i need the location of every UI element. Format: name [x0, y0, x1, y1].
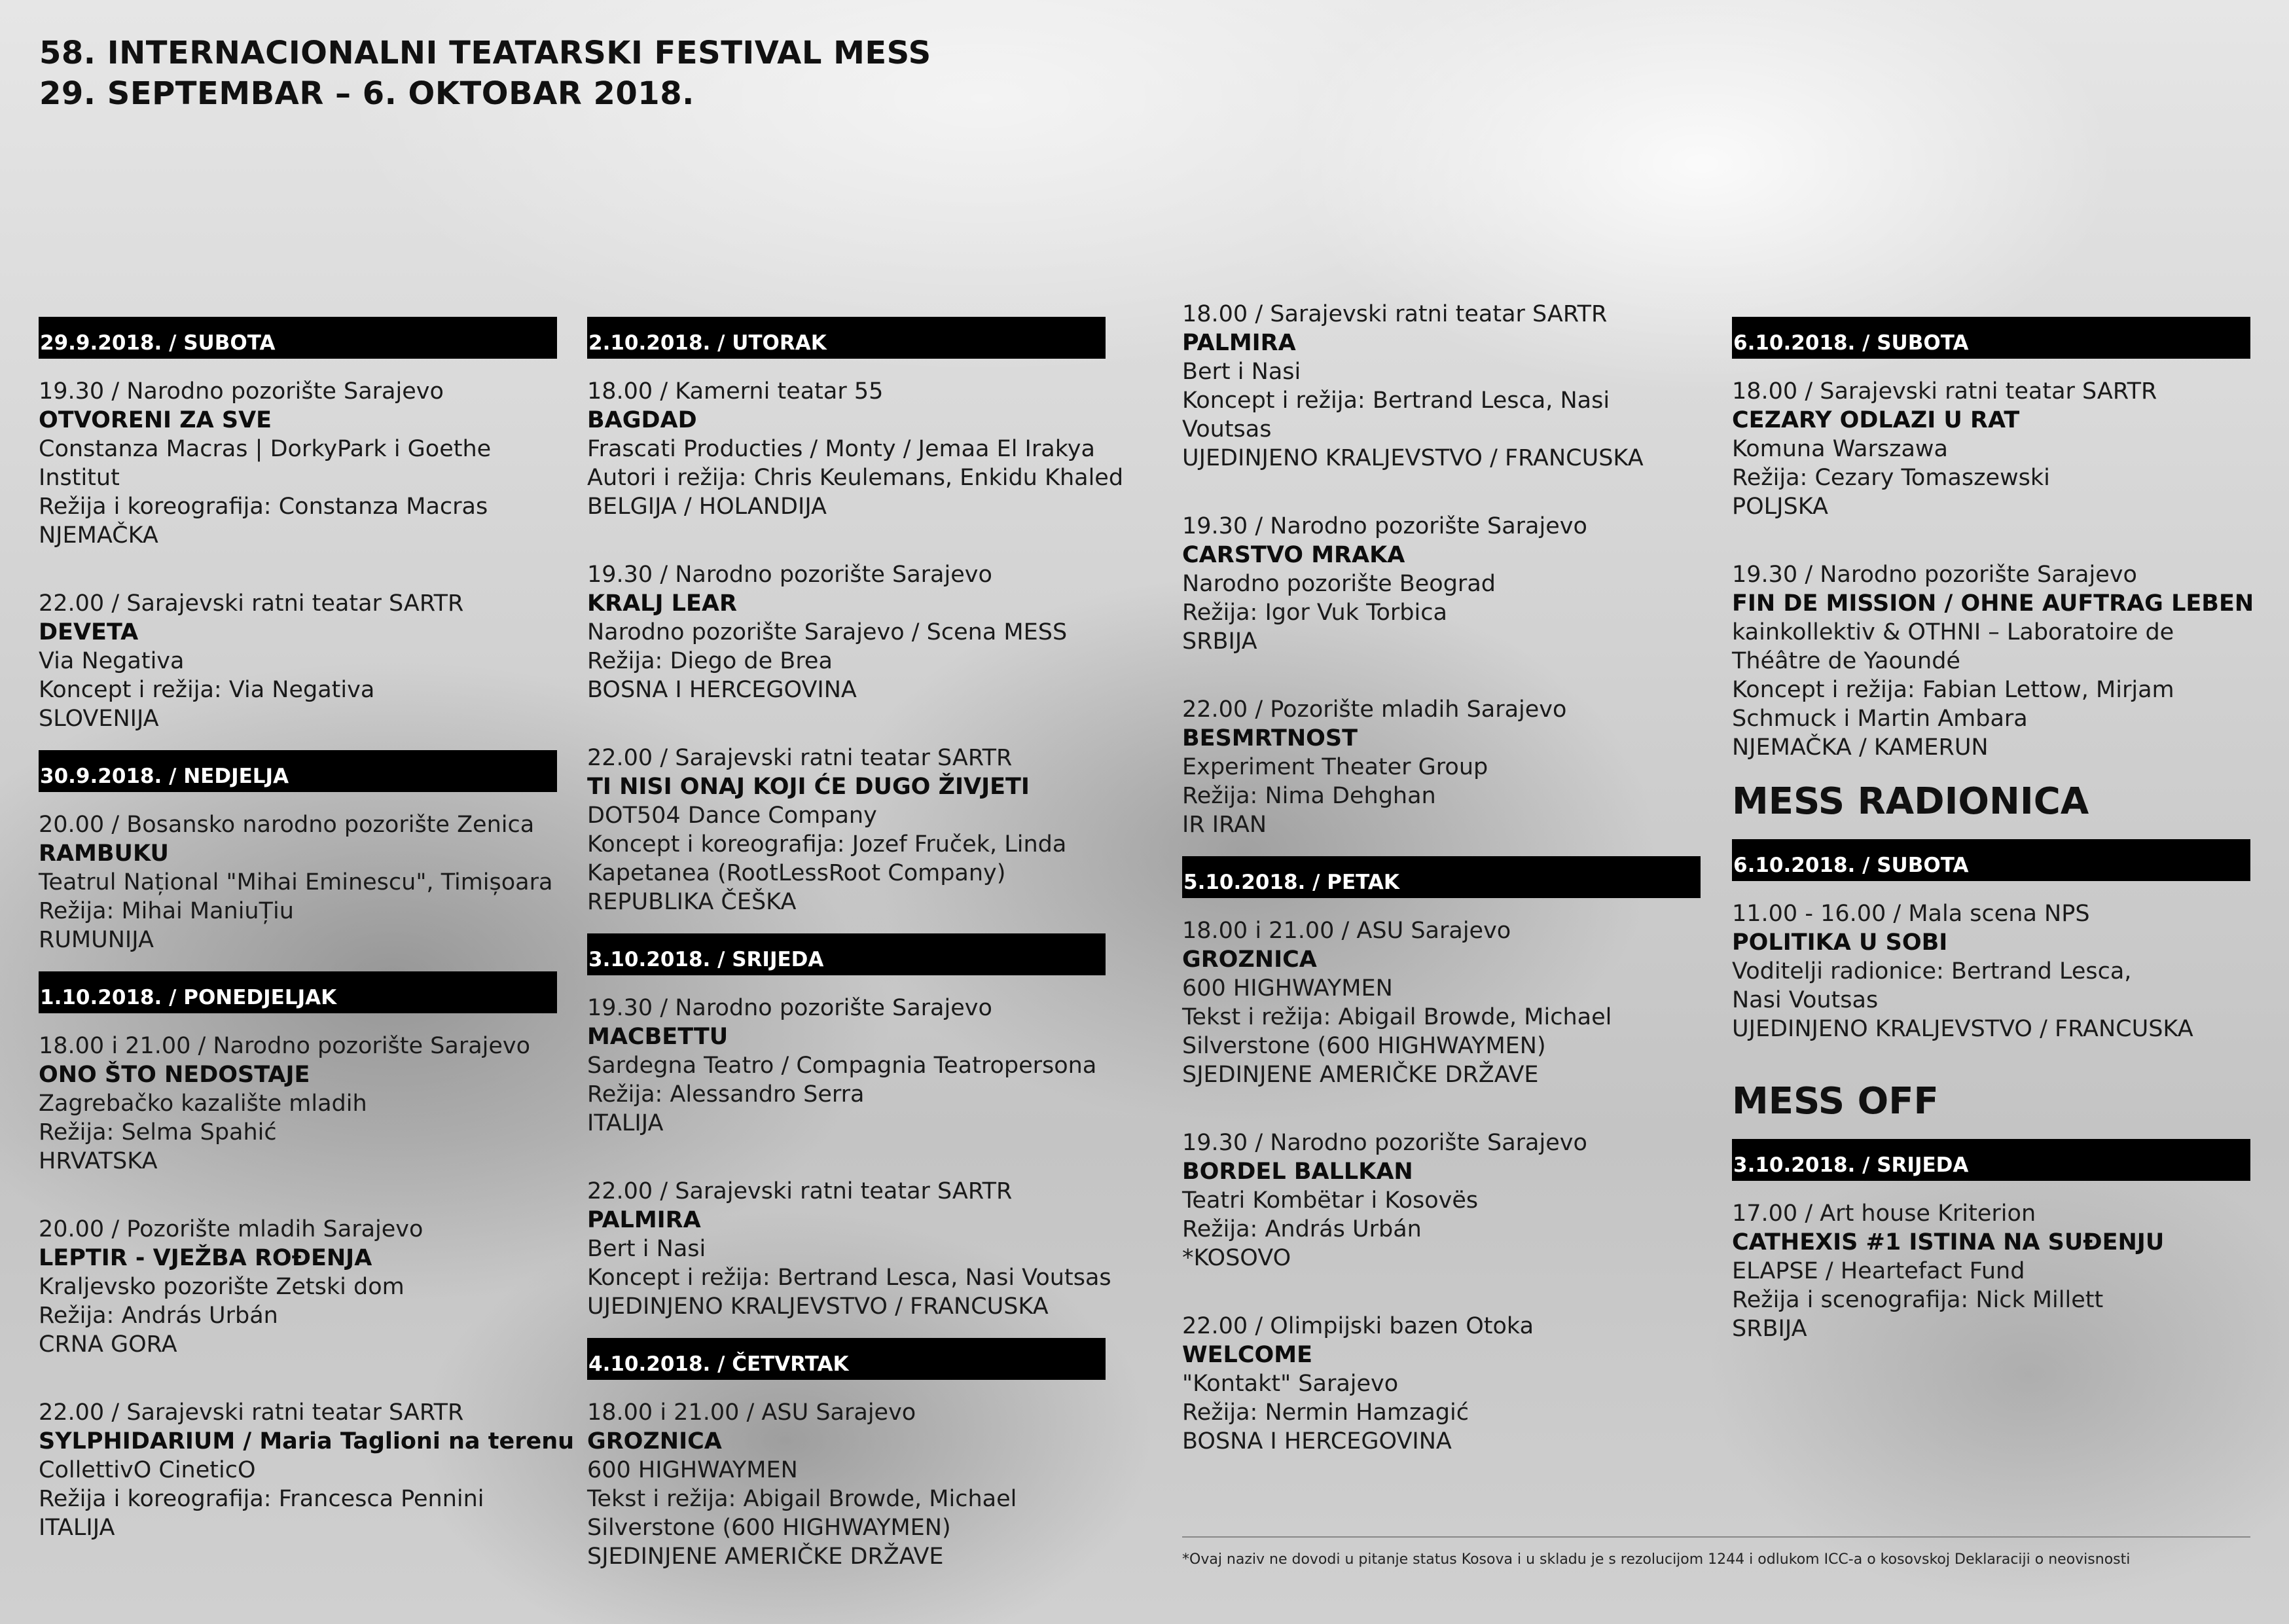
event-time-venue: 22.00 / Sarajevski ratni teatar SARTR	[587, 745, 1013, 771]
festival-header	[39, 33, 931, 114]
event-detail: Bert i Nasi	[587, 1236, 706, 1262]
event-time-venue: 19.30 / Narodno pozorište Sarajevo	[1182, 1130, 1587, 1156]
event-detail: Autori i režija: Chris Keulemans, Enkidu Khaled	[587, 465, 1124, 491]
festival-dates: 29. SEPTEMBAR – 6. OKTOBAR 2018.	[39, 75, 694, 112]
event-detail: RUMUNIJA	[39, 927, 154, 953]
program-event	[587, 744, 1106, 916]
event-detail: CollettivO CineticO	[39, 1457, 256, 1483]
event-detail: kainkollektiv & OTHNI – Laboratoire de	[1732, 619, 2174, 645]
event-detail: SRBIJA	[1182, 628, 1257, 655]
event-time-venue: 19.30 / Narodno pozorište Sarajevo	[1182, 513, 1587, 539]
event-detail: POLJSKA	[1732, 494, 1828, 520]
event-detail: UJEDINJENO KRALJEVSTVO / FRANCUSKA	[1732, 1016, 2193, 1042]
event-detail: BOSNA I HERCEGOVINA	[587, 677, 857, 703]
program-column-1	[39, 317, 575, 1559]
event-title: MACBETTU	[587, 1024, 729, 1050]
event-time-venue: 18.00 i 21.00 / ASU Sarajevo	[587, 1399, 916, 1426]
off-day-bar: 3.10.2018. / SRIJEDA	[1732, 1139, 2250, 1181]
event-detail: Frascati Producties / Monty / Jemaa El Irakya	[587, 436, 1095, 462]
column-4-days	[1732, 317, 2254, 762]
event-detail: Narodno pozorište Sarajevo / Scena MESS	[587, 619, 1068, 645]
event-detail: Experiment Theater Group	[1182, 754, 1488, 780]
event-detail: Koncept i režija: Bertrand Lesca, Nasi Voutsas	[587, 1265, 1111, 1291]
event-title: PALMIRA	[1182, 330, 1296, 356]
program-event	[587, 377, 1124, 521]
mess-off-title: MESS OFF	[1732, 1080, 1939, 1123]
day-header-bar: 5.10.2018. / PETAK	[1182, 856, 1701, 898]
program-event	[1182, 1128, 1701, 1272]
event-detail: Režija: András Urbán	[39, 1303, 278, 1329]
event-detail: Zagrebačko kazalište mladih	[39, 1091, 367, 1117]
program-event	[39, 810, 557, 954]
event-detail: Režija: András Urbán	[1182, 1216, 1422, 1242]
program-event	[587, 994, 1106, 1138]
event-time-venue: 22.00 / Sarajevski ratni teatar SARTR	[39, 1399, 464, 1426]
event-detail: Koncept i koreografija: Jozef Fruček, Linda	[587, 831, 1067, 857]
program-event	[587, 1398, 1106, 1571]
off-event	[1732, 1199, 2250, 1343]
event-title: FIN DE MISSION / OHNE AUFTRAG LEBEN	[1732, 590, 2254, 617]
event-detail: Nasi Voutsas	[1732, 987, 1879, 1013]
event-detail: Tekst i režija: Abigail Browde, Michael	[1182, 1004, 1612, 1030]
event-detail: 600 HIGHWAYMEN	[1182, 975, 1393, 1001]
event-time-venue: 20.00 / Pozorište mladih Sarajevo	[39, 1216, 424, 1242]
event-detail: Bert i Nasi	[1182, 359, 1301, 385]
event-title: CATHEXIS #1 ISTINA NA SUĐENJU	[1732, 1229, 2165, 1255]
program-event	[1182, 916, 1701, 1089]
event-title: SYLPHIDARIUM / Maria Taglioni na terenu	[39, 1428, 575, 1454]
event-detail: Kraljevsko pozorište Zetski dom	[39, 1274, 405, 1300]
festival-title: 58. INTERNACIONALNI TEATARSKI FESTIVAL MESS	[39, 35, 931, 71]
event-detail: UJEDINJENO KRALJEVSTVO / FRANCUSKA	[587, 1293, 1049, 1320]
event-time-venue: 22.00 / Pozorište mladih Sarajevo	[1182, 696, 1567, 723]
event-detail: Koncept i režija: Fabian Lettow, Mirjam	[1732, 677, 2174, 703]
program-event	[1732, 377, 2250, 521]
event-title: PALMIRA	[587, 1207, 701, 1233]
program-event	[1182, 300, 1701, 473]
event-title: ONO ŠTO NEDOSTAJE	[39, 1062, 310, 1088]
event-title: BAGDAD	[587, 407, 697, 433]
event-title: CEZARY ODLAZI U RAT	[1732, 407, 2020, 433]
event-detail: Koncept i režija: Via Negativa	[39, 677, 375, 703]
event-detail: Režija i koreografija: Constanza Macras	[39, 494, 488, 520]
event-title: WELCOME	[1182, 1342, 1312, 1368]
event-time-venue: 20.00 / Bosansko narodno pozorište Zenica	[39, 812, 535, 838]
event-time-venue: 19.30 / Narodno pozorište Sarajevo	[587, 562, 992, 588]
radionica-day-bar: 6.10.2018. / SUBOTA	[1732, 839, 2250, 881]
event-detail: Constanza Macras | DorkyPark i Goethe	[39, 436, 492, 462]
event-detail: REPUBLIKA ČEŠKA	[587, 889, 797, 915]
event-time-venue: 18.00 / Kamerni teatar 55	[587, 378, 884, 405]
event-title: POLITIKA U SOBI	[1732, 929, 1948, 956]
day-header-bar: 29.9.2018. / SUBOTA	[39, 317, 557, 359]
event-title: BESMRTNOST	[1182, 725, 1358, 751]
event-detail: ITALIJA	[39, 1515, 115, 1541]
day-header-bar: 30.9.2018. / NEDJELJA	[39, 750, 557, 792]
footnote: *Ovaj naziv ne dovodi u pitanje status Kosova i u skladu je s rezolucijom 1244 i odlukom ICC-a o kosovskoj Deklaraciji o neovisnosti	[1182, 1551, 2131, 1568]
event-detail: SJEDINJENE AMERIČKE DRŽAVE	[587, 1543, 944, 1570]
event-detail: Via Negativa	[39, 648, 185, 674]
event-detail: Sardegna Teatro / Compagnia Teatropersona	[587, 1053, 1097, 1079]
event-detail: SRBIJA	[1732, 1316, 1807, 1342]
event-detail: ELAPSE / Heartefact Fund	[1732, 1258, 2025, 1284]
event-title: OTVORENI ZA SVE	[39, 407, 272, 433]
event-detail: Teatrul Național "Mihai Eminescu", Timișoara	[39, 869, 553, 895]
event-detail: SLOVENIJA	[39, 706, 159, 732]
event-time-venue: 22.00 / Olimpijski bazen Otoka	[1182, 1313, 1534, 1339]
program-event	[39, 1032, 557, 1176]
event-detail: 600 HIGHWAYMEN	[587, 1457, 798, 1483]
event-time-venue: 11.00 - 16.00 / Mala scena NPS	[1732, 901, 2090, 927]
event-detail: Režija: Cezary Tomaszewski	[1732, 465, 2050, 491]
program-event	[1732, 560, 2254, 762]
event-detail: Komuna Warszawa	[1732, 436, 1948, 462]
event-time-venue: 18.00 / Sarajevski ratni teatar SARTR	[1732, 378, 2157, 405]
event-detail: BOSNA I HERCEGOVINA	[1182, 1428, 1452, 1454]
day-header-bar: 4.10.2018. / ČETVRTAK	[587, 1338, 1106, 1380]
event-detail: BELGIJA / HOLANDIJA	[587, 494, 827, 520]
program-event	[39, 1215, 557, 1359]
program-event	[587, 560, 1106, 704]
event-title: LEPTIR - VJEŽBA ROĐENJA	[39, 1245, 372, 1271]
event-time-venue: 18.00 i 21.00 / ASU Sarajevo	[1182, 918, 1511, 944]
event-detail: Voditelji radionice: Bertrand Lesca,	[1732, 958, 2132, 984]
event-detail: UJEDINJENO KRALJEVSTVO / FRANCUSKA	[1182, 445, 1644, 471]
event-detail: Silverstone (600 HIGHWAYMEN)	[587, 1515, 951, 1541]
radionica-event	[1732, 899, 2250, 1043]
event-time-venue: 19.30 / Narodno pozorište Sarajevo	[39, 378, 444, 405]
day-header-bar: 1.10.2018. / PONEDJELJAK	[39, 971, 557, 1013]
event-detail: Schmuck i Martin Ambara	[1732, 706, 2028, 732]
event-detail: Voutsas	[1182, 416, 1272, 442]
event-detail: NJEMAČKA	[39, 522, 158, 549]
event-detail: Tekst i režija: Abigail Browde, Michael	[587, 1486, 1017, 1512]
event-detail: Institut	[39, 465, 120, 491]
event-title: GROZNICA	[1182, 947, 1317, 973]
day-header-bar: 6.10.2018. / SUBOTA	[1732, 317, 2250, 359]
event-detail: Režija: Diego de Brea	[587, 648, 833, 674]
program-event	[1182, 1312, 1701, 1456]
event-detail: Režija: Igor Vuk Torbica	[1182, 600, 1447, 626]
event-title: TI NISI ONAJ KOJI ĆE DUGO ŽIVJETI	[587, 774, 1030, 800]
event-detail: Režija: Selma Spahić	[39, 1119, 277, 1146]
event-detail: IR IRAN	[1182, 812, 1267, 838]
event-detail: Režija: Nima Dehghan	[1182, 783, 1436, 809]
mess-radionica-title: MESS RADIONICA	[1732, 780, 2089, 823]
event-detail: ITALIJA	[587, 1110, 664, 1136]
event-detail: Režija: Mihai ManiuȚiu	[39, 898, 294, 924]
event-detail: Koncept i režija: Bertrand Lesca, Nasi	[1182, 388, 1610, 414]
program-column-4	[1732, 317, 2254, 1382]
event-title: RAMBUKU	[39, 840, 169, 867]
day-header-bar: 3.10.2018. / SRIJEDA	[587, 933, 1106, 975]
event-detail: *KOSOVO	[1182, 1245, 1291, 1271]
program-event	[39, 589, 557, 733]
event-title: BORDEL BALLKAN	[1182, 1159, 1413, 1185]
program-event	[1182, 695, 1701, 839]
day-header-bar: 2.10.2018. / UTORAK	[587, 317, 1106, 359]
program-column-2	[587, 317, 1124, 1588]
event-detail: Silverstone (600 HIGHWAYMEN)	[1182, 1033, 1546, 1059]
program-event	[39, 377, 557, 550]
program-column-3	[1182, 300, 1701, 1473]
footnote-divider	[1182, 1536, 2250, 1538]
event-detail: Théâtre de Yaoundé	[1732, 648, 1960, 674]
event-time-venue: 22.00 / Sarajevski ratni teatar SARTR	[39, 590, 464, 617]
event-detail: HRVATSKA	[39, 1148, 158, 1174]
event-detail: Režija i scenografija: Nick Millett	[1732, 1287, 2104, 1313]
event-detail: Režija: Nermin Hamzagić	[1182, 1399, 1469, 1426]
program-event	[1182, 512, 1701, 656]
event-time-venue: 17.00 / Art house Kriterion	[1732, 1200, 2036, 1227]
event-time-venue: 22.00 / Sarajevski ratni teatar SARTR	[587, 1178, 1013, 1204]
event-detail: Teatri Kombëtar i Kosovës	[1182, 1187, 1479, 1214]
event-time-venue: 18.00 i 21.00 / Narodno pozorište Sarajevo	[39, 1033, 531, 1059]
event-detail: DOT504 Dance Company	[587, 803, 877, 829]
program-event	[39, 1398, 575, 1542]
event-time-venue: 19.30 / Narodno pozorište Sarajevo	[587, 995, 992, 1021]
event-detail: NJEMAČKA / KAMERUN	[1732, 734, 1989, 761]
event-time-venue: 19.30 / Narodno pozorište Sarajevo	[1732, 562, 2137, 588]
event-detail: SJEDINJENE AMERIČKE DRŽAVE	[1182, 1062, 1539, 1088]
event-detail: Režija: Alessandro Serra	[587, 1081, 865, 1108]
event-detail: Narodno pozorište Beograd	[1182, 571, 1496, 597]
event-title: DEVETA	[39, 619, 139, 645]
event-title: CARSTVO MRAKA	[1182, 542, 1405, 568]
event-detail: Režija i koreografija: Francesca Pennini	[39, 1486, 484, 1512]
program-event	[587, 1177, 1111, 1321]
event-detail: Kapetanea (RootLessRoot Company)	[587, 860, 1006, 886]
event-detail: CRNA GORA	[39, 1331, 177, 1358]
event-title: KRALJ LEAR	[587, 590, 737, 617]
event-time-venue: 18.00 / Sarajevski ratni teatar SARTR	[1182, 301, 1608, 327]
event-detail: "Kontakt" Sarajevo	[1182, 1371, 1399, 1397]
event-title: GROZNICA	[587, 1428, 722, 1454]
